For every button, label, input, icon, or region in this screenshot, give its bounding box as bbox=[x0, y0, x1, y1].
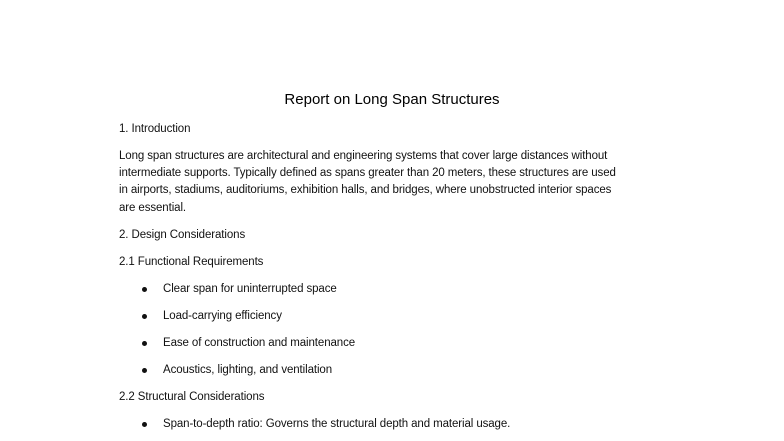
section-heading-introduction: 1. Introduction bbox=[119, 123, 191, 135]
subsection-heading-functional: 2.1 Functional Requirements bbox=[119, 256, 264, 268]
subsection-heading-structural: 2.2 Structural Considerations bbox=[119, 391, 265, 403]
bullet-icon bbox=[142, 341, 147, 346]
bullet-icon bbox=[142, 314, 147, 319]
intro-paragraph-line: Long span structures are architectural and engineering systems that cover large distances without bbox=[119, 150, 608, 162]
bullet-list-item: Load-carrying efficiency bbox=[163, 310, 282, 322]
section-heading-design: 2. Design Considerations bbox=[119, 229, 246, 241]
intro-paragraph-line: are essential. bbox=[119, 202, 186, 214]
bullet-list-item: Clear span for uninterrupted space bbox=[163, 283, 337, 295]
page-title: Report on Long Span Structures bbox=[284, 91, 500, 108]
bullet-list-item: Span-to-depth ratio: Governs the structural depth and material usage. bbox=[163, 418, 511, 430]
bullet-list-item: Ease of construction and maintenance bbox=[163, 337, 356, 349]
bullet-list-item: Acoustics, lighting, and ventilation bbox=[163, 364, 333, 376]
bullet-icon bbox=[142, 368, 147, 373]
intro-paragraph-line: in airports, stadiums, auditoriums, exhibition halls, and bridges, where unobstructed interior spaces bbox=[119, 184, 612, 196]
bullet-icon bbox=[142, 287, 147, 292]
bullet-icon bbox=[142, 422, 147, 427]
intro-paragraph-line: intermediate supports. Typically defined as spans greater than 20 meters, these structures are used bbox=[119, 167, 616, 179]
